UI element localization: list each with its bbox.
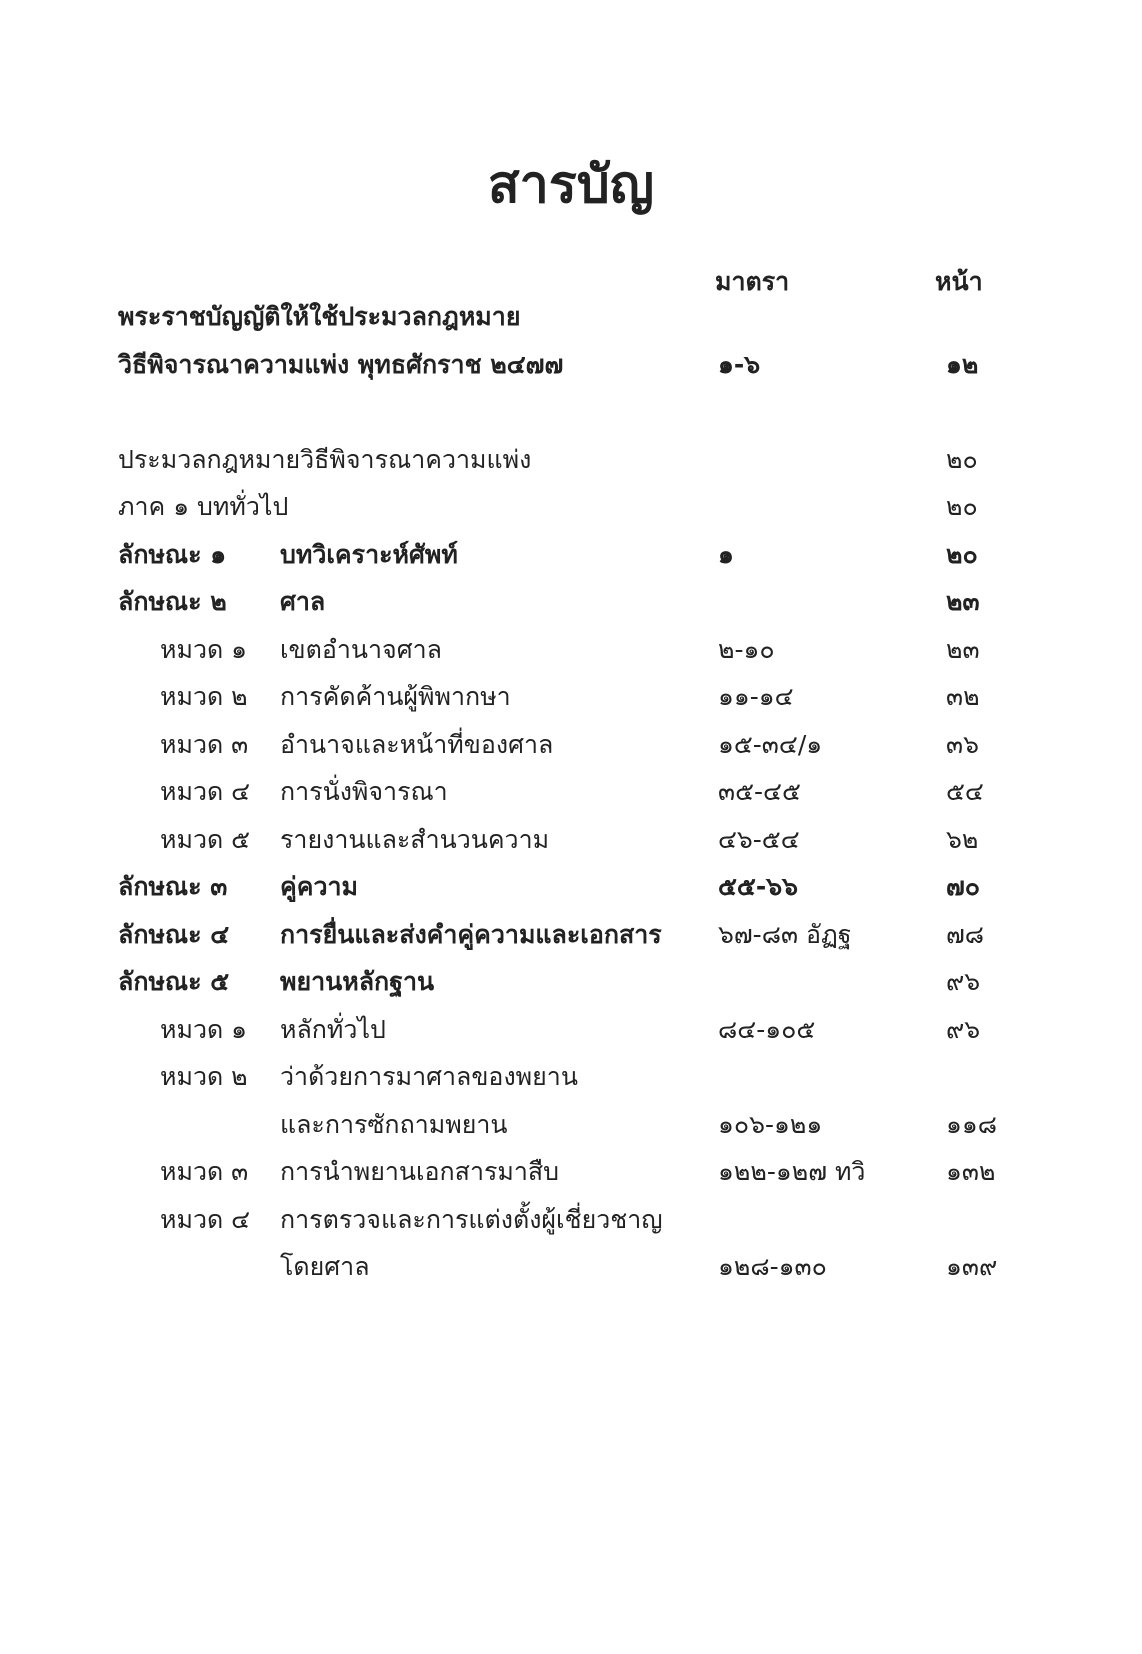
toc-entry[interactable] bbox=[0, 767, 1142, 817]
toc-entry-text: ประมวลกฎหมายวิธีพิจารณาความแพ่ง bbox=[118, 445, 532, 474]
toc-entry[interactable] bbox=[0, 957, 1142, 1007]
toc-entry-text: การคัดค้านผู้พิพากษา bbox=[280, 682, 511, 711]
toc-entry-text: รายงานและสำนวนความ bbox=[280, 825, 550, 854]
toc-entry[interactable] bbox=[0, 530, 1142, 580]
toc-entry-label: ลักษณะ ๔ bbox=[118, 920, 230, 949]
toc-entry-text: หลักทั่วไป bbox=[280, 1015, 386, 1044]
toc-entry-sections: ๓๕-๔๕ bbox=[718, 777, 801, 806]
page-title: สารบัญ bbox=[487, 155, 655, 215]
toc-entry[interactable] bbox=[0, 1100, 1142, 1150]
toc-entry[interactable] bbox=[0, 1242, 1142, 1292]
toc-entry bbox=[0, 1052, 1142, 1102]
toc-entry[interactable] bbox=[0, 577, 1142, 627]
toc-entry-label: หมวด ๒ bbox=[160, 1062, 248, 1091]
toc-entry[interactable] bbox=[0, 862, 1142, 912]
toc-entry-label: ลักษณะ ๓ bbox=[118, 872, 228, 901]
toc-entry-page: ๒๓ bbox=[946, 635, 980, 664]
toc-entry-label: ลักษณะ ๑ bbox=[118, 540, 227, 569]
toc-entry-page: ๒๐ bbox=[946, 540, 978, 569]
toc-entry-label: หมวด ๑ bbox=[160, 635, 248, 664]
toc-entry-label: ลักษณะ ๒ bbox=[118, 587, 227, 616]
toc-entry-sections: ๑๕-๓๔/๑ bbox=[718, 730, 823, 759]
toc-entry[interactable] bbox=[0, 1147, 1142, 1197]
toc-entry[interactable] bbox=[0, 720, 1142, 770]
toc-entry bbox=[0, 292, 1142, 342]
toc-entry-label: หมวด ๓ bbox=[160, 1157, 249, 1186]
toc-entry-sections: ๒-๑๐ bbox=[718, 635, 775, 664]
toc-entry-label: หมวด ๑ bbox=[160, 1015, 248, 1044]
toc-entry-label: หมวด ๔ bbox=[160, 777, 251, 806]
toc-entry-text: ว่าด้วยการมาศาลของพยาน bbox=[280, 1062, 578, 1091]
toc-entry-page: ๑๓๙ bbox=[946, 1252, 998, 1281]
column-header-page: หน้า bbox=[935, 267, 983, 296]
toc-entry-text: ภาค ๑ บททั่วไป bbox=[118, 492, 289, 521]
toc-entry-page: ๓๒ bbox=[946, 682, 980, 711]
toc-entry-sections: ๑-๖ bbox=[718, 350, 761, 379]
toc-entry-sections: ๘๔-๑๐๕ bbox=[718, 1015, 816, 1044]
toc-entry-page: ๑๓๒ bbox=[946, 1157, 996, 1186]
toc-entry-sections: ๑ bbox=[718, 540, 734, 569]
toc-entry[interactable] bbox=[0, 482, 1142, 532]
toc-entry-text: การยื่นและส่งคำคู่ความและเอกสาร bbox=[280, 920, 662, 949]
toc-entry-sections: ๑๒๘-๑๓๐ bbox=[718, 1252, 827, 1281]
toc-entry-page: ๖๒ bbox=[946, 825, 979, 854]
toc-entry-page: ๒๓ bbox=[946, 587, 980, 616]
toc-entry-text: เขตอำนาจศาล bbox=[280, 635, 442, 664]
toc-entry-page: ๙๖ bbox=[946, 1015, 981, 1044]
toc-entry-text: พระราชบัญญัติให้ใช้ประมวลกฎหมาย bbox=[118, 302, 521, 331]
toc-entry[interactable] bbox=[0, 340, 1142, 390]
toc-entry-label: หมวด ๓ bbox=[160, 730, 249, 759]
toc-entry-text: อำนาจและหน้าที่ของศาล bbox=[280, 730, 554, 759]
toc-entry-label: ลักษณะ ๕ bbox=[118, 967, 230, 996]
toc-entry[interactable] bbox=[0, 910, 1142, 960]
toc-entry-page: ๗๘ bbox=[946, 920, 985, 949]
toc-entry-label: หมวด ๕ bbox=[160, 825, 251, 854]
toc-entry-text: การตรวจและการแต่งตั้งผู้เชี่ยวชาญ bbox=[280, 1205, 663, 1234]
toc-entry-text: และการซักถามพยาน bbox=[280, 1110, 508, 1139]
toc-entry-page: ๑๒ bbox=[946, 350, 979, 379]
toc-entry-label: หมวด ๒ bbox=[160, 682, 248, 711]
toc-entry-text: คู่ความ bbox=[280, 872, 359, 901]
toc-entry bbox=[0, 1195, 1142, 1245]
toc-entry-page: ๒๐ bbox=[946, 492, 978, 521]
toc-entry-sections: ๑๑-๑๔ bbox=[718, 682, 794, 711]
toc-entry-text: การนั่งพิจารณา bbox=[280, 777, 448, 806]
toc-entry[interactable] bbox=[0, 815, 1142, 865]
toc-entry-sections: ๑๐๖-๑๒๑ bbox=[718, 1110, 823, 1139]
toc-entry-sections: ๔๖-๕๔ bbox=[718, 825, 800, 854]
toc-entry[interactable] bbox=[0, 625, 1142, 675]
toc-entry-page: ๙๖ bbox=[946, 967, 981, 996]
toc-entry-sections: ๕๕-๖๖ bbox=[718, 872, 798, 901]
toc-entry-page: ๗๐ bbox=[946, 872, 981, 901]
toc-entry-text: บทวิเคราะห์ศัพท์ bbox=[280, 540, 458, 569]
toc-entry-page: ๒๐ bbox=[946, 445, 978, 474]
toc-entry-text: วิธีพิจารณาความแพ่ง พุทธศักราช ๒๔๗๗ bbox=[118, 350, 564, 379]
toc-entry-page: ๕๔ bbox=[946, 777, 984, 806]
toc-entry-text: ศาล bbox=[280, 587, 326, 616]
column-header-section: มาตรา bbox=[715, 267, 790, 296]
toc-entry[interactable] bbox=[0, 435, 1142, 485]
toc-entry[interactable] bbox=[0, 1005, 1142, 1055]
toc-entry-page: ๓๖ bbox=[946, 730, 979, 759]
toc-entry-text: โดยศาล bbox=[280, 1252, 370, 1281]
toc-entry[interactable] bbox=[0, 672, 1142, 722]
toc-entry-page: ๑๑๘ bbox=[946, 1110, 998, 1139]
toc-entry-label: หมวด ๔ bbox=[160, 1205, 251, 1234]
toc-entry-sections: ๑๒๒-๑๒๗ ทวิ bbox=[718, 1157, 866, 1186]
toc-entry-text: การนำพยานเอกสารมาสืบ bbox=[280, 1157, 560, 1186]
toc-entry-text: พยานหลักฐาน bbox=[280, 967, 435, 996]
toc-entry-sections: ๖๗-๘๓ อัฏฐ bbox=[718, 920, 852, 949]
